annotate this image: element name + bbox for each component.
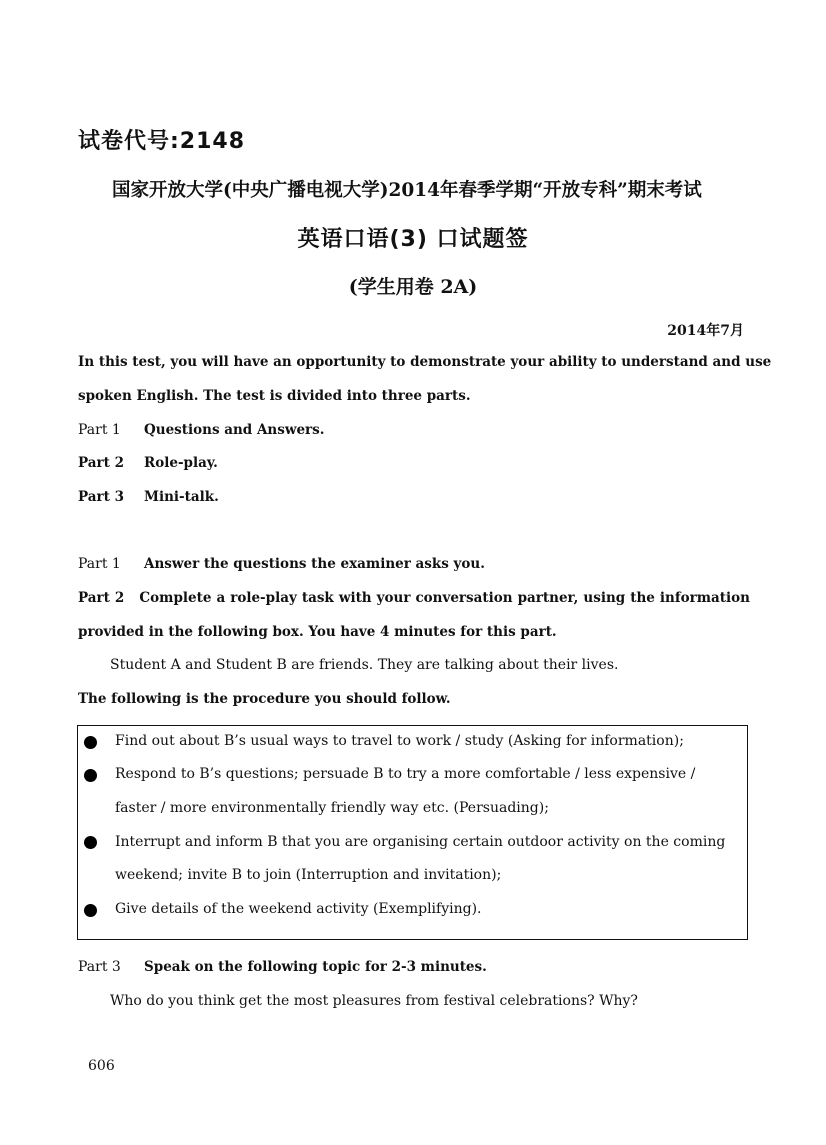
page-subtitle: (学生用卷 2A) [348, 276, 478, 298]
bullet-icon [84, 736, 97, 749]
part-description: Speak on the following topic for 2-3 minutes. [144, 959, 487, 975]
part-description: Questions and Answers. [144, 422, 325, 438]
procedure-step-2-line-2: faster / more environmentally friendly way etc. (Persuading); [115, 800, 549, 816]
exam-name: 国家开放大学(中央广播电视大学)2014年春季学期“开放专科”期末考试 [112, 180, 702, 201]
part3-instruction [78, 959, 487, 975]
procedure-step-3-line-1: Interrupt and inform B that you are organising certain outdoor activity on the coming [115, 834, 726, 850]
part-description: Complete a role-play task with your conversation partner, using the information [139, 590, 750, 606]
intro-part-3 [78, 489, 219, 505]
exam-date: 2014年7月 [667, 323, 744, 339]
part-label: Part 3 [78, 489, 124, 505]
bullet-icon [84, 904, 97, 917]
procedure-step-1: Find out about B’s usual ways to travel to work / study (Asking for information); [115, 733, 684, 749]
part-label: Part 2 [78, 455, 124, 471]
bullet-icon [84, 769, 97, 782]
part3-topic: Who do you think get the most pleasures from festival celebrations? Why? [110, 993, 638, 1009]
intro-line-2: spoken English. The test is divided into three parts. [78, 388, 471, 404]
paper-code: 试卷代号:2148 [78, 129, 246, 154]
part2-scenario: Student A and Student B are friends. They are talking about their lives. [110, 657, 619, 673]
procedure-step-4: Give details of the weekend activity (Exemplifying). [115, 901, 482, 917]
part-description: Mini-talk. [144, 489, 219, 505]
intro-part-2 [78, 455, 218, 471]
part-description: Answer the questions the examiner asks you. [144, 556, 485, 572]
part-label: Part 1 [78, 422, 121, 438]
page-title: 英语口语(3) 口试题签 [297, 227, 529, 252]
part1-instruction [78, 556, 485, 572]
procedure-box [77, 725, 748, 940]
intro-line-1: In this test, you will have an opportunity to demonstrate your ability to understand and use [78, 354, 772, 370]
part2-instruction-line-1 [78, 590, 750, 606]
part-label: Part 1 [78, 556, 121, 572]
page-number: 606 [88, 1058, 115, 1074]
bullet-icon [84, 836, 97, 849]
part2-instruction-line-2: provided in the following box. You have 4 minutes for this part. [78, 624, 557, 640]
part-label: Part 2 [78, 590, 125, 606]
part-description: Role-play. [144, 455, 218, 471]
part-label: Part 3 [78, 959, 121, 975]
intro-part-1 [78, 422, 324, 438]
procedure-heading: The following is the procedure you should follow. [78, 691, 451, 707]
procedure-step-2-line-1: Respond to B’s questions; persuade B to try a more comfortable / less expensive / [115, 766, 696, 782]
procedure-step-3-line-2: weekend; invite B to join (Interruption and invitation); [115, 867, 502, 883]
